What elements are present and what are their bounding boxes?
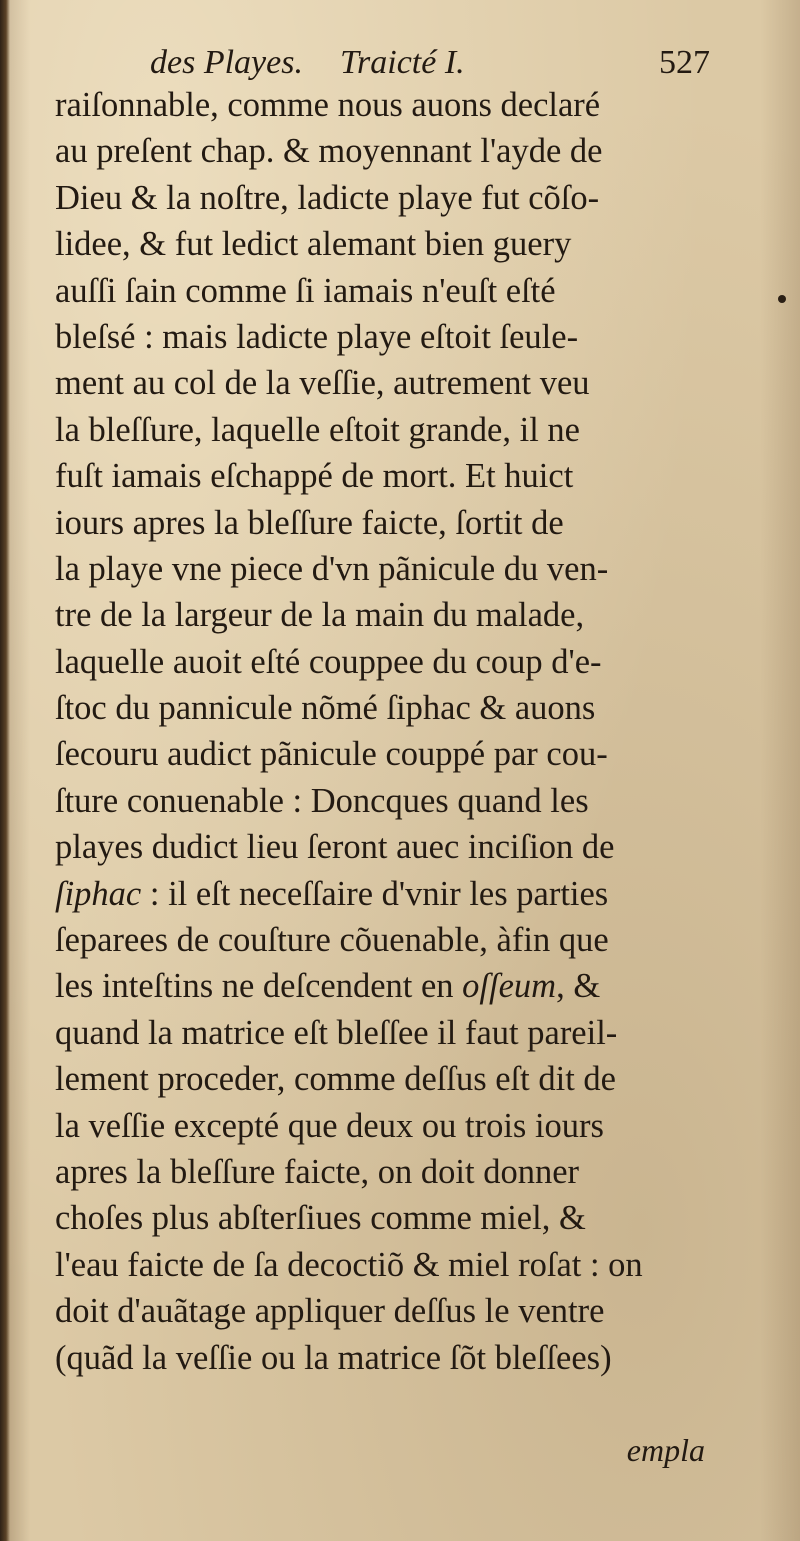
text-line: la bleſſure, laquelle eſtoit grande, il ne [55,410,580,449]
text-line: au preſent chap. & moyennant l'ayde de [55,132,603,171]
text-line: doit d'auãtage appliquer deſſus le ventre [55,1292,605,1331]
text-line: lement proceder, comme deſſus eſt dit de [55,1060,616,1099]
text-line: l'eau faicte de ſa decoctiõ & miel roſat : on [55,1245,643,1284]
text-line: choſes plus abſterſiues comme miel, & [55,1199,586,1238]
text-line: raiſonnable, comme nous auons declaré [55,86,601,124]
text-line: (quãd la veſſie ou la matrice ſõt bleſſees) [55,1338,612,1377]
catchword: empla [626,1432,705,1468]
text-line: ſecouru audict pãnicule couppé par cou- [55,735,608,774]
page-number: 527 [659,44,710,81]
text-line: fuſt iamais eſchappé de mort. Et huict [55,457,574,496]
text-line: la veſſie excepté que deux ou trois iours [55,1106,604,1145]
page-binding-edge [0,0,10,1541]
text-line: lidee, & fut ledict alemant bien guery [55,225,572,264]
text-line: quand la matrice eſt bleſſee il faut pareil- [55,1013,618,1052]
body-text [55,82,720,1381]
italic-term: ſiphac [55,874,142,913]
text-line: la playe vne piece d'vn pãnicule du ven- [55,549,609,588]
running-title-right: Traicté I. [340,44,465,81]
text-line: ment au col de la veſſie, autrement veu [55,364,590,403]
text-line: Dieu & la noſtre, ladicte playe fut cõſo- [55,178,600,217]
text-line: bleſsé : mais ladicte playe eſtoit ſeule- [55,317,579,356]
text-line: ſture conuenable : Doncques quand les [55,781,589,820]
italic-term: oſſeum [462,967,557,1006]
text-line: ſiphac : il eſt neceſſaire d'vnir les parties [55,874,609,913]
text-line: tre de la largeur de la main du malade, [55,596,585,635]
text-line: laquelle auoit eſté couppee du coup d'e- [55,642,602,681]
text-line: auſſi ſain comme ſi iamais n'euſt eſté [55,271,556,310]
running-title-left: des Playes. [150,44,303,81]
ink-spot [778,295,786,303]
text-line: ſeparees de couſture cõuenable, àfin que [55,921,609,960]
text-line: iours apres la bleſſure faicte, ſortit de [55,503,564,542]
text-line: apres la bleſſure faicte, on doit donner [55,1152,580,1191]
text-line: playes dudict lieu ſeront auec inciſion de [55,828,615,867]
text-line: ſtoc du pannicule nõmé ſiphac & auons [55,689,596,728]
running-header [150,38,710,88]
text-line: les inteſtins ne deſcendent en oſſeum, & [55,967,601,1006]
